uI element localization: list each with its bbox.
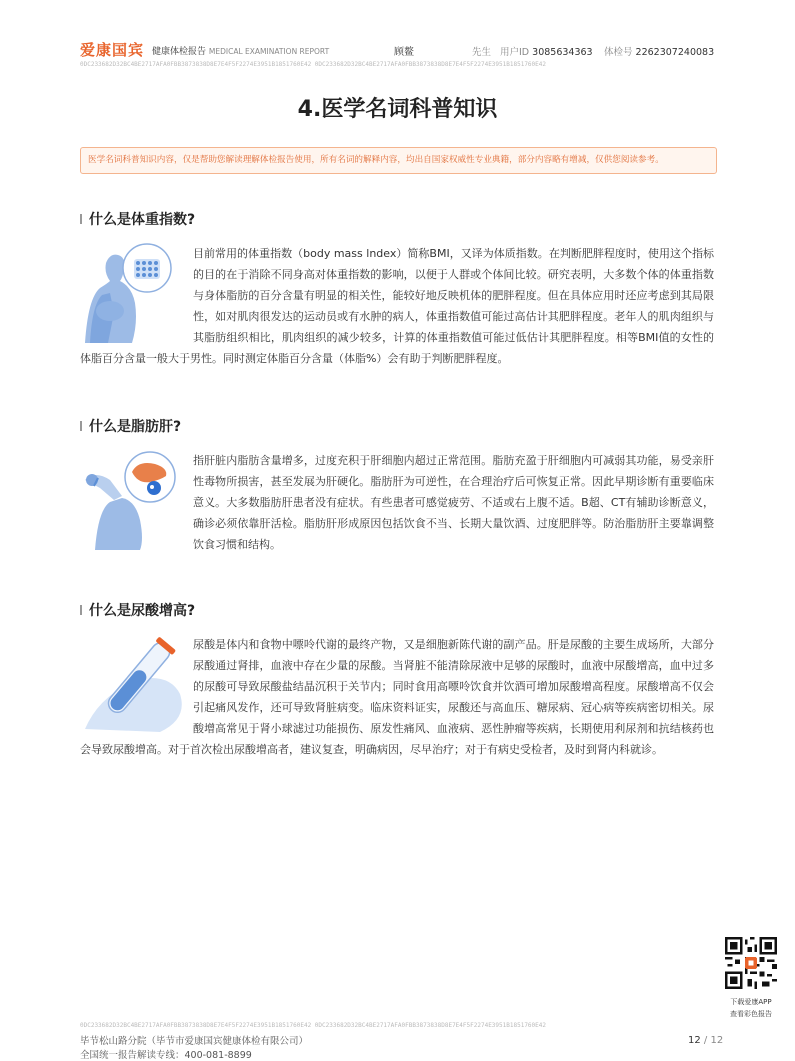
check-number-value: 2262307240083 <box>635 47 715 58</box>
heading-bar <box>80 214 82 224</box>
footer-hash: 0DC233682D32BC4BE2717AFA0FBB3873838D8E7E4F5F2274E3951B1851760E42 0DC233682D32BC4BE2717AFA0FBB3873838D8E7E4F5F2274E3951B1851760E42 <box>80 1022 546 1029</box>
section-body-fatty-liver <box>80 450 714 555</box>
hotline: 全国统一报告解读专线：400-081-8899 <box>80 1050 252 1061</box>
user-id-label: 用户ID <box>500 47 530 58</box>
liver-icon <box>80 450 190 555</box>
body-scale-icon <box>80 243 190 348</box>
branch-name: 毕节松山路分院（毕节市爱康国宾健康体检有限公司） <box>80 1036 309 1047</box>
report-title <box>152 44 329 57</box>
heading-bar <box>80 605 82 615</box>
brand-logo-text: 爱康国宾 <box>80 41 145 59</box>
qr-caption-view: 查看彩色报告 <box>730 1010 772 1018</box>
check-number-label: 体检号 <box>604 47 633 58</box>
section-title: 什么是体重指数? <box>89 212 196 228</box>
user-id <box>500 44 593 58</box>
report-title-cn: 健康体检报告 <box>152 47 207 57</box>
section-text: 目前常用的体重指数（body mass lndex）简称BMI，又译为体质指数。在判断肥胖程度时，使用这个指标的目的在于消除不同身高对体重指数的影响，以便于人群或个体间比较。研究表明，大多数个体的体重指数与身体脂肪的百分含量有明显的相关性，能较好地反映机体的肥胖程度。但在具体应用时还应考虑到其局限性，如对肌肉很发达的运动员或有水肿的病人，体重指数值可能过高估计其肥胖程度。老年人的肌肉组织与其脂肪组织相比，肌肉组织的减少较多，计算的体重指数值可能过低估计其肥胖程度。相等BMI值的女性的体脂百分含量一般大于男性。同时测定体脂百分含量（体脂%）会有助于判断肥胖程度。 <box>80 247 714 365</box>
page-total: / 12 <box>703 1035 724 1046</box>
section-text: 尿酸是体内和食物中嘌呤代谢的最终产物，又是细胞新陈代谢的副产品。肝是尿酸的主要生成场所，大部分尿酸通过肾排，血液中存在少量的尿酸。当肾脏不能清除尿液中足够的尿酸时，血液中尿酸增高，血中过多的尿酸可导致尿酸盐结晶沉积于关节内；同时食用高嘌呤饮食并饮酒可增加尿酸增高程度。尿酸增高不仅会引起痛风发作，还可导致肾脏病变。临床资料证实，尿酸还与高血压、糖尿病、冠心病等疾病密切相关。尿酸增高常见于肾小球滤过功能损伤、原发性痛风、血液病、恶性肿瘤等疾病，长期使用利尿剂和抗结核药也会导致尿酸增高。对于首次检出尿酸增高者，建议复查，明确病因，尽早治疗；对于有病史受检者，及时到肾内科就诊。 <box>80 638 714 756</box>
page-title: 4.医学名词科普知识 <box>297 97 498 122</box>
qr-caption-download: 下载爱康APP <box>730 998 772 1006</box>
section-body-uric-acid <box>80 634 714 760</box>
heading-bar <box>80 421 82 431</box>
section-heading-fatty-liver <box>80 416 181 436</box>
section-text: 指肝脏内脂肪含量增多，过度充积于肝细胞内超过正常范围。脂肪充盈于肝细胞内可减弱其功能，易受亲肝性毒物所损害，甚至发展为肝硬化。脂肪肝为可逆性，在合理治疗后可恢复正常。因此早期诊断有重要临床意义。大多数脂肪肝患者没有症状。有些患者可感觉疲劳、不适或右上腹不适。B超、CT有辅助诊断意义，确诊必须依靠肝活检。脂肪肝形成原因包括饮食不当、长期大量饮酒、过度肥胖等。防治脂肪肝主要靠调整饮食习惯和结构。 <box>193 454 714 551</box>
header-hash: 0DC233682D32BC4BE2717AFA0FBB3873838D8E7E4F5F2274E3951B1851760E42 0DC233682D32BC4BE2717AFA0FBB3873838D8E7E4F5F2274E3951B1851760E42 <box>80 61 546 68</box>
page-indicator <box>688 1035 723 1046</box>
report-title-en: MEDICAL EXAMINATION REPORT <box>208 47 330 56</box>
section-title: 什么是尿酸增高? <box>89 603 196 619</box>
test-tube-icon <box>80 634 190 739</box>
check-number <box>604 44 714 58</box>
section-heading-uric-acid <box>80 600 195 620</box>
download-qr-code[interactable] <box>725 937 777 989</box>
patient-name: 顾鳌 <box>394 47 414 58</box>
section-heading-bmi <box>80 209 195 229</box>
user-id-value: 3085634363 <box>532 47 593 58</box>
page-current: 12 <box>688 1035 701 1046</box>
patient-gender: 先生 <box>472 47 492 58</box>
section-body-bmi <box>80 243 714 369</box>
notice-box: 医学名词科普知识内容，仅是帮助您解读理解体检报告使用，所有名词的解释内容，均出自国家权威性专业典籍，部分内容略有增减，仅供您阅读参考。 <box>80 147 717 174</box>
section-title: 什么是脂肪肝? <box>89 419 182 435</box>
